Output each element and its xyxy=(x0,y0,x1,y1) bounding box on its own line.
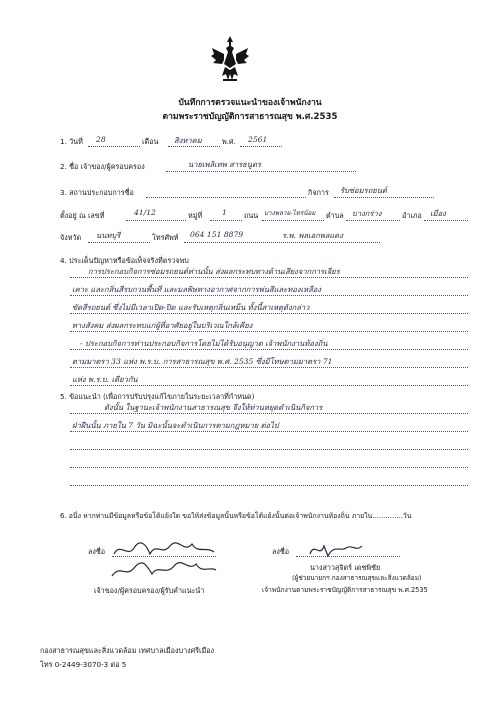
business-type: รับซ่อมรถยนต์ xyxy=(340,186,387,195)
advice-heading: 5. ข้อแนะนำ xyxy=(60,392,101,401)
officer-title-2: เจ้าพนักงานตามพระราชบัญญัติการสาธารณสุข พ.ศ.2535 xyxy=(262,586,428,594)
date-day: 28 xyxy=(96,135,106,144)
document-title: บันทึกการตรวจแนะนำของเจ้าพนักงาน xyxy=(178,98,322,108)
officer-signature xyxy=(306,538,366,560)
province-label: จังหวัด xyxy=(60,233,82,242)
advice-hint: (เพื่อการปรับปรุงแก้ไขภายในระยะเวลาที่กำหนด) xyxy=(103,392,255,401)
road-value: บางพลาย-ไทรน้อย xyxy=(264,209,316,217)
officer-sign-label: ลงชื่อ xyxy=(272,547,290,556)
officer-name: นางสาวสุจิตร์ เดชพิชัย xyxy=(310,563,381,572)
phone-value: 064 151 8879 xyxy=(190,230,244,239)
owner-signature xyxy=(110,534,220,582)
garuda-emblem xyxy=(210,34,250,84)
findings-label: 4. ประเด็นปัญหาหรือข้อเท็จจริงที่ตรวจพบ xyxy=(60,256,189,265)
finding-line-3: ขัดสีรถยนต์ ซึ่งไม่มีเวลาเปิด-ปิด และรับเหตุกลิ่นเหม็น ทั้งนี้สาเหตุดังกล่าว xyxy=(72,303,310,312)
year-label: พ.ศ. xyxy=(222,137,236,146)
advice-line-1: ดังนั้น ในฐานะเจ้าพนักงานสาธารณสุข จึงให้ท่านหยุดดำเนินกิจการ xyxy=(104,403,323,412)
phone-note: ร.พ. พลเอกพลแดง xyxy=(282,231,343,240)
amphoe-label: อำเภอ xyxy=(402,211,422,220)
finding-line-2: เคาะ และกลิ่นสีรบกวนพื้นที่ และมลพิษทางอากาศจากการพ่นสีและทองเหลือง xyxy=(72,285,321,294)
date-month: สิงหาคม xyxy=(174,136,202,145)
officer-title-1: (ผู้ช่วยนายกฯ กองสาธารณสุขและสิ่งแวดล้อม) xyxy=(292,574,422,582)
date-label: 1. วันที่ xyxy=(60,137,83,146)
phone-label: โทรศัพท์ xyxy=(152,233,179,242)
finding-line-7: แห่ง พ.ร.บ. เดียวกัน xyxy=(72,375,138,384)
owner-name: นายเพลิเทพ สารธนูดร xyxy=(188,160,261,169)
road-label: ถนน xyxy=(244,211,259,220)
advice-label xyxy=(60,392,254,401)
finding-line-6: ตามมาตรา 33 แห่ง พ.ร.บ. การสาธารณสุข พ.ศ. 2535 ซึ่งมีโทษตามมาตรา 71 xyxy=(72,357,333,366)
footer-phone: โทร 0-2449-3070-3 ต่อ 5 xyxy=(40,660,127,669)
advice-line-2: ฝ่าฝืนนั้น ภายใน 7 วัน มิฉะนั้นจะดำเนินการตามกฎหมาย ต่อไป xyxy=(72,421,279,430)
establishment-label: 3. สถานประกอบการชื่อ xyxy=(60,188,134,197)
owner-sign-label: ลงชื่อ xyxy=(88,547,106,556)
house-number: 41/12 xyxy=(134,208,156,217)
month-label: เดือน xyxy=(142,137,159,146)
address-label: ตั้งอยู่ ณ เลขที่ xyxy=(60,211,105,220)
footer-department: กองสาธารณสุขและสิ่งแวดล้อม เทศบาลเมืองบางศรีเมือง xyxy=(40,646,215,655)
business-label: กิจการ xyxy=(308,188,329,197)
finding-line-5: - ประกอบกิจการท่านประกอบกิจการโดยไม่ได้รับอนุญาต เจ้าพนักงานท้องถิ่น xyxy=(80,339,328,348)
tambon-value: บางกร่าง xyxy=(352,209,382,218)
owner-label: 2. ชื่อ เจ้าของ/ผู้ครอบครอง xyxy=(60,162,145,171)
moo-value: 1 xyxy=(222,208,227,217)
finding-line-1: การประกอบกิจการซ่อมรถยนต์ท่านนั้น ส่งผลกระทบทางด้านเสียงจากการเจียร xyxy=(88,267,340,276)
document-subtitle: ตามพระราชบัญญัติการสาธารณสุข พ.ศ.2535 xyxy=(162,112,338,122)
owner-role: เจ้าของ/ผู้ครอบครอง/ผู้รับคำแนะนำ xyxy=(94,586,205,595)
date-year: 2561 xyxy=(248,135,268,144)
moo-label: หมู่ที่ xyxy=(188,211,203,220)
objection-notice: 6. อนึ่ง หากท่านมีข้อมูลหรือข้อโต้แย้งใด ขอให้ส่งข้อมูลนั้นหรือข้อโต้แย้งนั้นต่อเจ้าพนักงานท้องถิ่น ภายใน..............วัน xyxy=(60,512,412,520)
finding-line-4: ทางสังคม ส่งผลกระทบแก่ผู้ที่อาศัยอยู่ในบริเวณใกล้เคียง xyxy=(72,321,253,330)
tambon-label: ตำบล xyxy=(326,211,344,220)
province-value: นนทบุรี xyxy=(96,231,121,240)
amphoe-value: เมือง xyxy=(430,209,446,218)
